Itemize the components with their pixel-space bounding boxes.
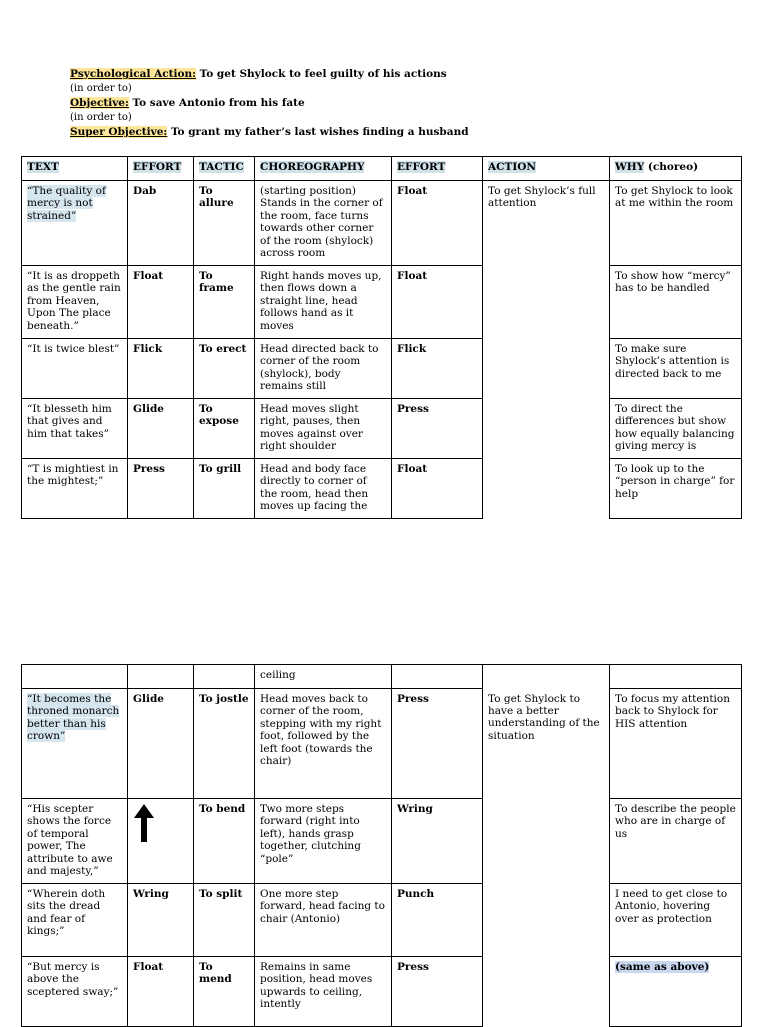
analysis-table-2 bbox=[21, 664, 742, 1027]
cell-effort-2: Punch bbox=[392, 884, 483, 957]
cell-text: “It is as droppeth as the gentle rain from Heaven, Upon The place beneath.” bbox=[22, 266, 128, 339]
table-row bbox=[22, 266, 742, 339]
header-effort-2: EFFORT bbox=[392, 157, 483, 181]
cell-why: I need to get close to Antonio, hovering over as protection bbox=[610, 884, 742, 957]
cell-effort: Flick bbox=[128, 339, 194, 399]
cell-effort-2: Press bbox=[392, 689, 483, 799]
cell-text: “It blesseth him that gives and him that takes” bbox=[22, 399, 128, 459]
super-objective-line bbox=[70, 125, 469, 140]
cell-why: To look up to the “person in charge” for help bbox=[610, 459, 742, 519]
cell-effort bbox=[128, 799, 194, 884]
header-choreography: CHOREOGRAPHY bbox=[255, 157, 392, 181]
cell-choreography: ceiling bbox=[255, 665, 392, 689]
cell-tactic: To grill bbox=[194, 459, 255, 519]
cell-why: (same as above) bbox=[610, 957, 742, 1027]
cell-effort-2: Flick bbox=[392, 339, 483, 399]
cell-effort-2: Wring bbox=[392, 799, 483, 884]
cell-effort: Float bbox=[128, 266, 194, 339]
header-effort: EFFORT bbox=[128, 157, 194, 181]
cell-tactic: To erect bbox=[194, 339, 255, 399]
table-row bbox=[22, 689, 742, 799]
analysis-table-1 bbox=[21, 156, 742, 519]
table-row bbox=[22, 459, 742, 519]
cell-tactic: To jostle bbox=[194, 689, 255, 799]
cell-choreography: Head moves back to corner of the room, stepping with my right foot, followed by the left foot (towards the chair) bbox=[255, 689, 392, 799]
cell-effort-2: Float bbox=[392, 459, 483, 519]
cell-action bbox=[483, 665, 610, 689]
cell-text: “But mercy is above the sceptered sway;” bbox=[22, 957, 128, 1027]
header-why: WHY (choreo) bbox=[610, 157, 742, 181]
psychological-action-text: To get Shylock to feel guilty of his actions bbox=[196, 68, 447, 80]
cell-text: “T is mightiest in the mightest;” bbox=[22, 459, 128, 519]
table-row-continued bbox=[22, 665, 742, 689]
cell-tactic: To bend bbox=[194, 799, 255, 884]
cell-action: To get Shylock to have a better understanding of the situation bbox=[483, 689, 610, 1027]
table-row bbox=[22, 339, 742, 399]
cell-why bbox=[610, 665, 742, 689]
cell-tactic: To split bbox=[194, 884, 255, 957]
cell-tactic: To frame bbox=[194, 266, 255, 339]
cell-effort-2 bbox=[392, 665, 483, 689]
psychological-action-line bbox=[70, 67, 469, 82]
in-order-to-2: (in order to) bbox=[70, 111, 132, 123]
cell-why: To describe the people who are in charge of us bbox=[610, 799, 742, 884]
cell-text: “His scepter shows the force of temporal power, The attribute to awe and majesty,” bbox=[22, 799, 128, 884]
cell-why: To focus my attention back to Shylock for HIS attention bbox=[610, 689, 742, 799]
table-row bbox=[22, 799, 742, 884]
header-text: TEXT bbox=[22, 157, 128, 181]
cell-effort: Glide bbox=[128, 689, 194, 799]
cell-effort-2: Press bbox=[392, 957, 483, 1027]
cell-tactic bbox=[194, 665, 255, 689]
cell-why: To show how “mercy” has to be handled bbox=[610, 266, 742, 339]
table-row bbox=[22, 399, 742, 459]
cell-choreography: Head directed back to corner of the room (shylock), body remains still bbox=[255, 339, 392, 399]
cell-choreography: Head and body face directly to corner of the room, head then moves up facing the bbox=[255, 459, 392, 519]
table-header-row bbox=[22, 157, 742, 181]
cell-choreography: Remains in same position, head moves upwards to ceiling, intently bbox=[255, 957, 392, 1027]
cell-text: “The quality of mercy is not strained” bbox=[22, 181, 128, 266]
cell-tactic: To allure bbox=[194, 181, 255, 266]
super-objective-label: Super Objective: bbox=[70, 126, 168, 138]
cell-action: To get Shylock’s full attention bbox=[483, 181, 610, 519]
cell-why: To get Shylock to look at me within the room bbox=[610, 181, 742, 266]
cell-effort: Press bbox=[128, 459, 194, 519]
header-tactic: TACTIC bbox=[194, 157, 255, 181]
cell-why: To direct the differences but show how equally balancing giving mercy is bbox=[610, 399, 742, 459]
cell-tactic: To mend bbox=[194, 957, 255, 1027]
cell-effort-2: Float bbox=[392, 266, 483, 339]
cell-effort bbox=[128, 665, 194, 689]
cell-choreography: (starting position) Stands in the corner of the room, face turns towards other corner of the room (shylock) across room bbox=[255, 181, 392, 266]
table-row bbox=[22, 957, 742, 1027]
psychological-action-label: Psychological Action: bbox=[70, 68, 196, 80]
cell-effort-2: Float bbox=[392, 181, 483, 266]
cell-choreography: Head moves slight right, pauses, then moves against over right shoulder bbox=[255, 399, 392, 459]
objective-label: Objective: bbox=[70, 97, 129, 109]
up-arrow-icon bbox=[133, 803, 155, 843]
super-objective-text: To grant my father’s last wishes finding a husband bbox=[167, 126, 469, 138]
cell-text bbox=[22, 665, 128, 689]
table-row bbox=[22, 181, 742, 266]
in-order-to-1: (in order to) bbox=[70, 82, 132, 94]
cell-text: “It is twice blest” bbox=[22, 339, 128, 399]
cell-choreography: One more step forward, head facing to chair (Antonio) bbox=[255, 884, 392, 957]
table-row bbox=[22, 884, 742, 957]
objective-text: To save Antonio from his fate bbox=[128, 97, 305, 109]
cell-choreography: Right hands moves up, then flows down a straight line, head follows hand as it moves bbox=[255, 266, 392, 339]
header-action: ACTION bbox=[483, 157, 610, 181]
cell-text: “Wherein doth sits the dread and fear of kings;” bbox=[22, 884, 128, 957]
cell-effort: Glide bbox=[128, 399, 194, 459]
cell-effort: Float bbox=[128, 957, 194, 1027]
cell-effort: Dab bbox=[128, 181, 194, 266]
objective-line bbox=[70, 96, 469, 111]
cell-why: To make sure Shylock’s attention is directed back to me bbox=[610, 339, 742, 399]
cell-tactic: To expose bbox=[194, 399, 255, 459]
cell-text: “It becomes the throned monarch better than his crown” bbox=[22, 689, 128, 799]
cell-choreography: Two more steps forward (right into left), hands grasp together, clutching “pole” bbox=[255, 799, 392, 884]
cell-effort: Wring bbox=[128, 884, 194, 957]
objectives-header bbox=[70, 67, 469, 140]
cell-effort-2: Press bbox=[392, 399, 483, 459]
